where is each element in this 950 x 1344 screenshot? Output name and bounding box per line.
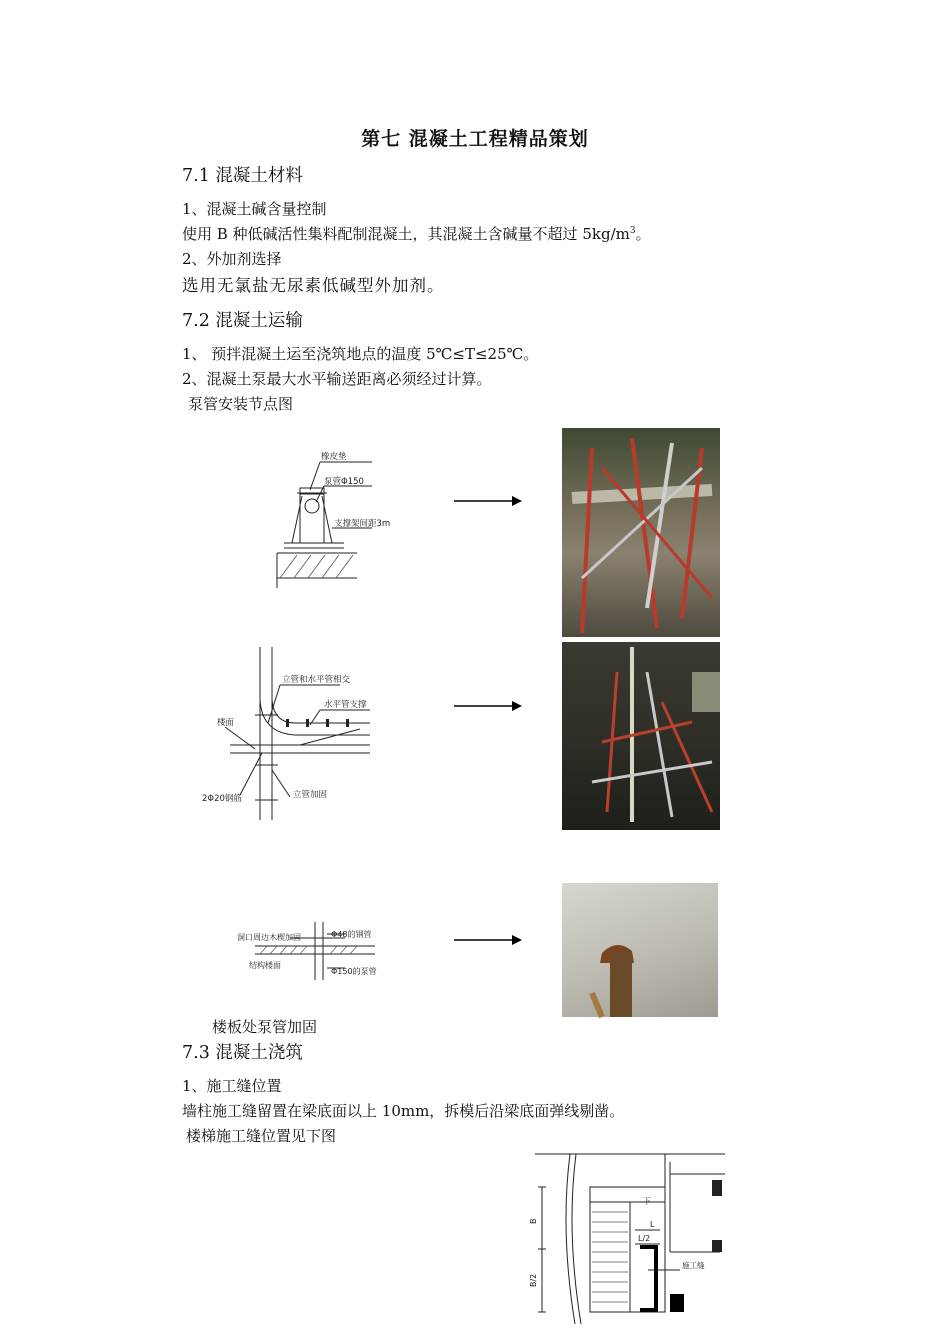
- section-heading-7-2: 7.2 混凝土运输: [182, 311, 303, 331]
- admixture-text: 选用无氯盐无尿素低碱型外加剂。: [182, 276, 445, 295]
- photo-pipe-support-ground: [562, 428, 720, 637]
- label-structure-floor: 结构楼面: [249, 961, 281, 970]
- label-wood-wedge: 洞口周边木楔加固: [237, 933, 301, 942]
- label-support-spacing: 支撑架间距3m: [334, 519, 391, 529]
- alkali-control-text: 使用 B 种低碱活性集料配制混凝土，其混凝土含碱量不超过 $5kg/m^3$。: [182, 225, 651, 243]
- photo-indoor-pipe-support: [562, 642, 720, 830]
- stair-caption: 楼梯施工缝位置见下图: [186, 1127, 337, 1145]
- section-heading-7-1: 7.1 混凝土材料: [182, 166, 303, 186]
- label-construction-joint: 施工缝: [682, 1261, 705, 1270]
- photo-slab-pipe-reinforce: [562, 883, 718, 1017]
- slab-pipe-reinforce-drawing: [235, 920, 395, 982]
- floor-reinforce-caption: 楼板处泵管加固: [212, 1018, 318, 1036]
- label-down: 下: [643, 1197, 651, 1206]
- label-L-half: L/2: [638, 1234, 651, 1243]
- arrow-icon: [452, 493, 524, 509]
- label-B: B: [529, 1218, 538, 1224]
- riser-horizontal-junction-drawing: [200, 645, 390, 823]
- label-rebar: 2Φ20钢筋: [202, 794, 242, 804]
- label-pump-pipe-150: Φ150的泵管: [331, 967, 377, 976]
- page-title: 第七 混凝土工程精品策划: [361, 128, 589, 150]
- pump-figure-caption: 泵管安装节点图: [188, 395, 294, 413]
- label-steel-pipe: Φ48的钢管: [331, 930, 372, 939]
- arrow-icon: [452, 698, 524, 714]
- label-riser-reinforce: 立管加固: [293, 790, 328, 800]
- joint-position-text: 墙柱施工缝留置在梁底面以上 10mm，拆模后沿梁底面弹线剔凿。: [182, 1102, 625, 1120]
- item-admixture: 2、外加剂选择: [182, 250, 282, 268]
- label-horizontal-support: 水平管支撑: [324, 700, 367, 710]
- label-pump-pipe: 泵管Φ150: [324, 477, 364, 487]
- label-B-half: B/2: [529, 1273, 538, 1287]
- arrow-icon: [452, 932, 524, 948]
- label-L: L: [650, 1220, 655, 1229]
- section-heading-7-3: 7.3 混凝土浇筑: [182, 1043, 303, 1063]
- label-rubber-pad: 橡皮垫: [321, 452, 347, 462]
- label-floor: 楼面: [217, 718, 235, 728]
- label-riser-junction: 立管和水平管相交: [282, 675, 351, 685]
- item-temperature: 1、 预拌混凝土运至浇筑地点的温度 5℃≤T≤25℃。: [182, 345, 539, 363]
- pump-pipe-support-drawing: [272, 448, 397, 588]
- item-pump-distance: 2、混凝土泵最大水平输送距离必须经过计算。: [182, 370, 492, 388]
- stair-joint-drawing: [530, 1152, 730, 1324]
- item-joint-position: 1、施工缝位置: [182, 1077, 282, 1095]
- item-alkali-control: 1、混凝土碱含量控制: [182, 200, 327, 218]
